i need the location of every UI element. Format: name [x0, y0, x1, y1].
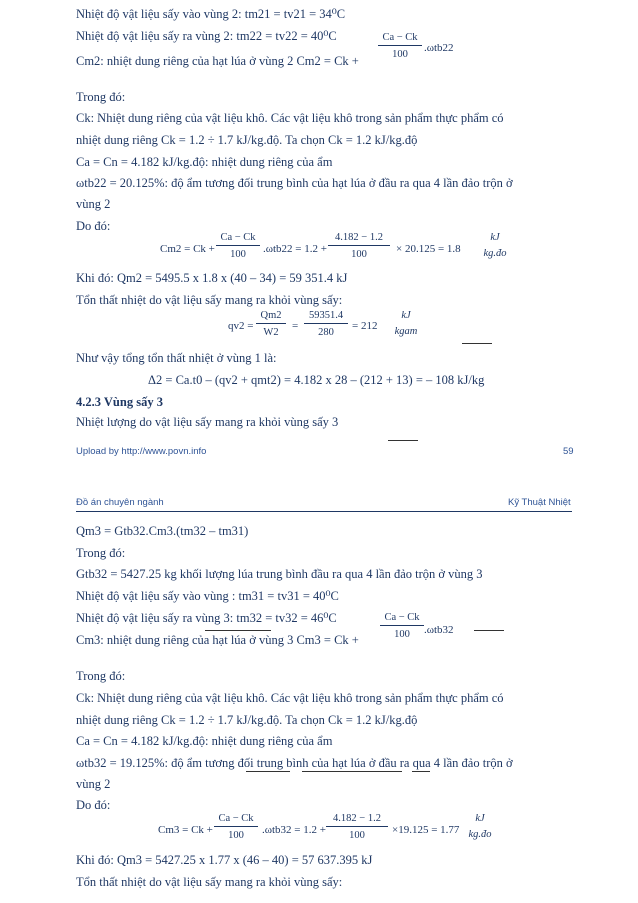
fraction-denominator: 100: [394, 629, 410, 640]
text-line: Trong đó:: [76, 669, 126, 683]
text-line: Khi đó: Qm2 = 5495.5 x 1.8 x (40 – 34) = 59 351.4 kJ: [76, 271, 348, 285]
unit-fraction: [462, 813, 498, 840]
fraction: [304, 310, 348, 338]
unit-numerator: kJ: [490, 232, 500, 243]
text-line: Do đó:: [76, 219, 111, 233]
equation-term: .ωtb32 = 1.2 +: [262, 824, 326, 836]
fraction-numerator: 4.182 − 1.2: [328, 232, 390, 246]
text-line: Tổn thất nhiệt do vật liệu sấy mang ra khỏi vùng sấy:: [76, 293, 343, 307]
text-line: Ck: Nhiệt dung riêng của vật liệu khô. Các vật liệu khô trong sản phẩm thực phẩm có: [76, 111, 504, 125]
fraction: [328, 232, 390, 260]
unit-numerator: kJ: [401, 310, 411, 321]
text-line: Ca = Cn = 4.182 kJ/kg.độ: nhiệt dung riêng của ẩm: [76, 155, 333, 169]
page-number: 59: [563, 446, 574, 457]
fraction-denominator: 280: [318, 327, 334, 338]
fraction-denominator: W2: [263, 327, 279, 338]
divider: [302, 771, 402, 772]
text-line: Nhiệt độ vật liệu sấy ra vùng 3: tm32 = tv32 = 46⁰C: [76, 611, 337, 625]
header-rule: [76, 511, 572, 512]
unit-denominator: kg.đo: [483, 248, 507, 259]
unit-denominator: kg.đo: [468, 829, 492, 840]
unit-fraction: [388, 310, 424, 337]
fraction-denominator: 100: [392, 49, 408, 60]
unit-denominator: kgam: [394, 326, 418, 337]
equation-term: ×19.125 = 1.77: [392, 824, 460, 836]
unit-fraction: [478, 232, 512, 259]
equation-term: .ωtb32: [424, 624, 454, 636]
footer-source: Upload by http://www.povn.info: [76, 446, 207, 457]
section-heading: 4.2.3 Vùng sấy 3: [76, 395, 163, 409]
text-line: ωtb22 = 20.125%: độ ẩm tương đối trung bình của hạt lúa ở đầu ra qua 4 lần đảo trộn ở: [76, 176, 513, 190]
text-line: Do đó:: [76, 798, 111, 812]
equation-term: × 20.125 = 1.8: [396, 243, 461, 255]
divider: [388, 440, 418, 441]
text-line: Trong đó:: [76, 546, 126, 560]
fraction: [216, 232, 260, 260]
fraction-numerator: Qm2: [256, 310, 286, 324]
text-line: Cm3: nhiệt dung riêng của hạt lúa ở vùng 3 Cm3 = Ck +: [76, 633, 359, 647]
text-line: Nhiệt độ vật liệu sấy vào vùng 2: tm21 = tv21 = 34⁰C: [76, 7, 346, 21]
text-line: Qm3 = Gtb32.Cm3.(tm32 – tm31): [76, 524, 249, 538]
text-line: Tổn thất nhiệt do vật liệu sấy mang ra khỏi vùng sấy:: [76, 875, 343, 889]
text-line: Ck: Nhiệt dung riêng của vật liệu khô. Các vật liệu khô trong sản phẩm thực phẩm có: [76, 691, 504, 705]
text-line: Khi đó: Qm3 = 5427.25 x 1.77 x (46 – 40) = 57 637.395 kJ: [76, 853, 373, 867]
fraction-numerator: Ca − Ck: [380, 612, 424, 626]
fraction-numerator: Ca − Ck: [378, 32, 422, 46]
text-line: Nhiệt độ vật liệu sấy ra vùng 2: tm22 = tv22 = 40⁰C: [76, 29, 337, 43]
text-line: Nhiệt độ vật liệu sấy vào vùng : tm31 = tv31 = 40⁰C: [76, 589, 339, 603]
fraction: [326, 813, 388, 841]
equation-term: Cm2 = Ck +: [160, 243, 215, 255]
fraction-numerator: Ca − Ck: [216, 232, 260, 246]
fraction-denominator: 100: [230, 249, 246, 260]
fraction-denominator: 100: [351, 249, 367, 260]
divider: [205, 630, 271, 631]
text-line: vùng 2: [76, 777, 111, 791]
divider: [246, 771, 290, 772]
text-line: ωtb32 = 19.125%: độ ẩm tương đối trung bình của hạt lúa ở đầu ra qua 4 lần đảo trộn ở: [76, 756, 513, 770]
unit-numerator: kJ: [475, 813, 485, 824]
equation-term: .ωtb22: [424, 42, 454, 54]
equation-term: .ωtb22 = 1.2 +: [263, 243, 327, 255]
text-line: Gtb32 = 5427.25 kg khối lượng lúa trung bình đầu ra qua 4 lần đảo trộn ở vùng 3: [76, 567, 483, 581]
divider: [462, 343, 492, 344]
fraction-numerator: 4.182 − 1.2: [326, 813, 388, 827]
text-line: nhiệt dung riêng Ck = 1.2 ÷ 1.7 kJ/kg.độ. Ta chọn Ck = 1.2 kJ/kg.độ: [76, 713, 418, 727]
text-line: vùng 2: [76, 197, 111, 211]
header-left: Đồ án chuyên ngành: [76, 497, 164, 508]
fraction: [380, 612, 424, 640]
text-line: Nhiệt lượng do vật liệu sấy mang ra khỏi vùng sấy 3: [76, 415, 339, 429]
divider: [412, 771, 430, 772]
divider: [474, 630, 504, 631]
text-line: Ca = Cn = 4.182 kJ/kg.độ: nhiệt dung riêng của ẩm: [76, 734, 333, 748]
text-line: Trong đó:: [76, 90, 126, 104]
text-line: Δ2 = Ca.t0 – (qv2 + qmt2) = 4.182 x 28 – (212 + 13) = – 108 kJ/kg: [148, 373, 485, 387]
fraction-numerator: Ca − Ck: [214, 813, 258, 827]
fraction-numerator: 59351.4: [304, 310, 348, 324]
fraction-denominator: 100: [228, 830, 244, 841]
header-right: Kỹ Thuật Nhiệt: [508, 497, 571, 508]
equation-term: = 212: [352, 320, 378, 332]
equation-term: Cm3 = Ck +: [158, 824, 213, 836]
text-line: nhiệt dung riêng Ck = 1.2 ÷ 1.7 kJ/kg.độ. Ta chọn Ck = 1.2 kJ/kg.độ: [76, 133, 418, 147]
fraction: [378, 32, 422, 60]
equation-term: qv2 =: [228, 320, 254, 332]
text-line: Như vậy tổng tổn thất nhiệt ở vùng 1 là:: [76, 351, 277, 365]
equation-term: =: [292, 320, 299, 332]
text-line: Cm2: nhiệt dung riêng của hạt lúa ở vùng 2 Cm2 = Ck +: [76, 54, 359, 68]
fraction-denominator: 100: [349, 830, 365, 841]
fraction: [256, 310, 286, 338]
fraction: [214, 813, 258, 841]
